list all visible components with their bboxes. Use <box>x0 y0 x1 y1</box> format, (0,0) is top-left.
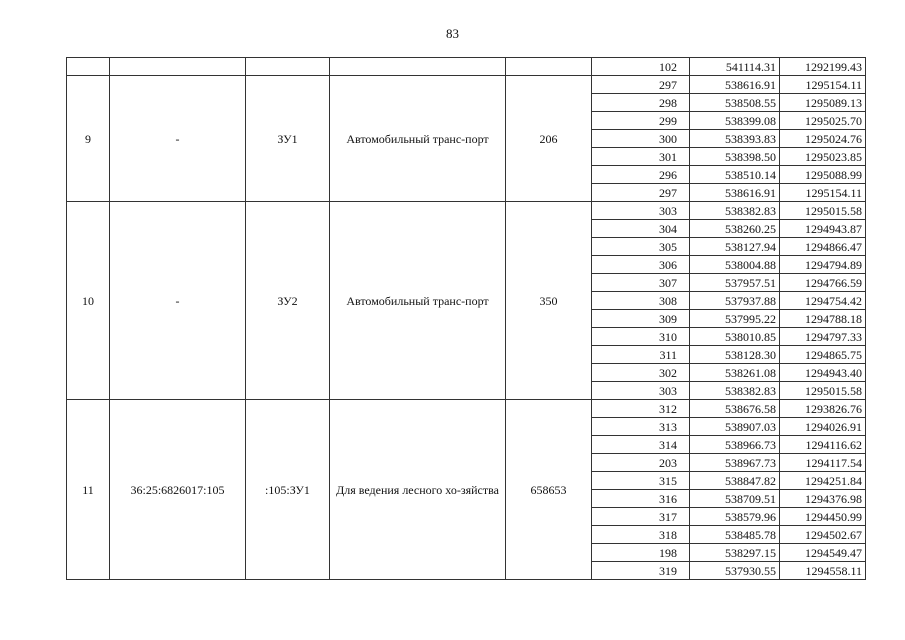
cadastral-number-cell: - <box>110 76 246 202</box>
point-number-cell: 319 <box>592 562 690 580</box>
y-coordinate-cell: 1294117.54 <box>780 454 866 472</box>
y-coordinate-cell: 1295024.76 <box>780 130 866 148</box>
plot-designation-cell: ЗУ1 <box>246 76 330 202</box>
y-coordinate-cell: 1294376.98 <box>780 490 866 508</box>
area-cell: 206 <box>506 76 592 202</box>
row-index-cell: 11 <box>67 400 110 580</box>
point-number-cell: 307 <box>592 274 690 292</box>
point-number-cell: 297 <box>592 76 690 94</box>
empty-cell <box>506 58 592 76</box>
x-coordinate-cell: 537995.22 <box>690 310 780 328</box>
empty-cell <box>110 58 246 76</box>
x-coordinate-cell: 541114.31 <box>690 58 780 76</box>
x-coordinate-cell: 538393.83 <box>690 130 780 148</box>
x-coordinate-cell: 538907.03 <box>690 418 780 436</box>
x-coordinate-cell: 538616.91 <box>690 76 780 94</box>
plot-designation-cell: :105:ЗУ1 <box>246 400 330 580</box>
y-coordinate-cell: 1295015.58 <box>780 202 866 220</box>
x-coordinate-cell: 538127.94 <box>690 238 780 256</box>
y-coordinate-cell: 1295023.85 <box>780 148 866 166</box>
y-coordinate-cell: 1294866.47 <box>780 238 866 256</box>
cadastral-number-cell: - <box>110 202 246 400</box>
x-coordinate-cell: 538261.08 <box>690 364 780 382</box>
x-coordinate-cell: 537957.51 <box>690 274 780 292</box>
y-coordinate-cell: 1293826.76 <box>780 400 866 418</box>
x-coordinate-cell: 538260.25 <box>690 220 780 238</box>
point-number-cell: 303 <box>592 202 690 220</box>
point-number-cell: 316 <box>592 490 690 508</box>
x-coordinate-cell: 537930.55 <box>690 562 780 580</box>
y-coordinate-cell: 1294797.33 <box>780 328 866 346</box>
x-coordinate-cell: 538967.73 <box>690 454 780 472</box>
point-number-cell: 318 <box>592 526 690 544</box>
y-coordinate-cell: 1294943.40 <box>780 364 866 382</box>
point-number-cell: 298 <box>592 94 690 112</box>
x-coordinate-cell: 538510.14 <box>690 166 780 184</box>
row-index-cell: 10 <box>67 202 110 400</box>
y-coordinate-cell: 1294943.87 <box>780 220 866 238</box>
y-coordinate-cell: 1294251.84 <box>780 472 866 490</box>
point-number-cell: 301 <box>592 148 690 166</box>
x-coordinate-cell: 538709.51 <box>690 490 780 508</box>
x-coordinate-cell: 538297.15 <box>690 544 780 562</box>
x-coordinate-cell: 538966.73 <box>690 436 780 454</box>
point-number-cell: 296 <box>592 166 690 184</box>
point-number-cell: 309 <box>592 310 690 328</box>
x-coordinate-cell: 538579.96 <box>690 508 780 526</box>
point-number-cell: 306 <box>592 256 690 274</box>
y-coordinate-cell: 1294865.75 <box>780 346 866 364</box>
y-coordinate-cell: 1294116.62 <box>780 436 866 454</box>
table-row <box>67 58 866 76</box>
x-coordinate-cell: 538128.30 <box>690 346 780 364</box>
point-number-cell: 299 <box>592 112 690 130</box>
point-number-cell: 302 <box>592 364 690 382</box>
point-number-cell: 317 <box>592 508 690 526</box>
table-row <box>67 202 866 220</box>
y-coordinate-cell: 1294766.59 <box>780 274 866 292</box>
point-number-cell: 304 <box>592 220 690 238</box>
empty-cell <box>330 58 506 76</box>
point-number-cell: 305 <box>592 238 690 256</box>
x-coordinate-cell: 537937.88 <box>690 292 780 310</box>
point-number-cell: 203 <box>592 454 690 472</box>
point-number-cell: 303 <box>592 382 690 400</box>
empty-cell <box>67 58 110 76</box>
y-coordinate-cell: 1295154.11 <box>780 184 866 202</box>
point-number-cell: 102 <box>592 58 690 76</box>
permitted-use-cell: Автомобильный транс-порт <box>330 76 506 202</box>
y-coordinate-cell: 1294788.18 <box>780 310 866 328</box>
area-cell: 658653 <box>506 400 592 580</box>
point-number-cell: 314 <box>592 436 690 454</box>
y-coordinate-cell: 1295089.13 <box>780 94 866 112</box>
y-coordinate-cell: 1295015.58 <box>780 382 866 400</box>
coordinates-table <box>66 57 866 580</box>
area-cell: 350 <box>506 202 592 400</box>
row-index-cell: 9 <box>67 76 110 202</box>
point-number-cell: 297 <box>592 184 690 202</box>
point-number-cell: 315 <box>592 472 690 490</box>
y-coordinate-cell: 1294502.67 <box>780 526 866 544</box>
x-coordinate-cell: 538010.85 <box>690 328 780 346</box>
y-coordinate-cell: 1295154.11 <box>780 76 866 94</box>
empty-cell <box>246 58 330 76</box>
y-coordinate-cell: 1295025.70 <box>780 112 866 130</box>
y-coordinate-cell: 1294026.91 <box>780 418 866 436</box>
permitted-use-cell: Для ведения лесного хо-зяйства <box>330 400 506 580</box>
permitted-use-cell: Автомобильный транс-порт <box>330 202 506 400</box>
y-coordinate-cell: 1295088.99 <box>780 166 866 184</box>
y-coordinate-cell: 1294558.11 <box>780 562 866 580</box>
y-coordinate-cell: 1292199.43 <box>780 58 866 76</box>
point-number-cell: 300 <box>592 130 690 148</box>
x-coordinate-cell: 538004.88 <box>690 256 780 274</box>
y-coordinate-cell: 1294450.99 <box>780 508 866 526</box>
y-coordinate-cell: 1294549.47 <box>780 544 866 562</box>
y-coordinate-cell: 1294754.42 <box>780 292 866 310</box>
x-coordinate-cell: 538508.55 <box>690 94 780 112</box>
x-coordinate-cell: 538398.50 <box>690 148 780 166</box>
point-number-cell: 310 <box>592 328 690 346</box>
y-coordinate-cell: 1294794.89 <box>780 256 866 274</box>
point-number-cell: 312 <box>592 400 690 418</box>
x-coordinate-cell: 538676.58 <box>690 400 780 418</box>
cadastral-number-cell: 36:25:6826017:105 <box>110 400 246 580</box>
point-number-cell: 313 <box>592 418 690 436</box>
x-coordinate-cell: 538485.78 <box>690 526 780 544</box>
x-coordinate-cell: 538847.82 <box>690 472 780 490</box>
point-number-cell: 198 <box>592 544 690 562</box>
x-coordinate-cell: 538399.08 <box>690 112 780 130</box>
plot-designation-cell: ЗУ2 <box>246 202 330 400</box>
page-number: 83 <box>446 26 459 41</box>
x-coordinate-cell: 538382.83 <box>690 202 780 220</box>
table-row <box>67 400 866 418</box>
point-number-cell: 311 <box>592 346 690 364</box>
x-coordinate-cell: 538616.91 <box>690 184 780 202</box>
x-coordinate-cell: 538382.83 <box>690 382 780 400</box>
point-number-cell: 308 <box>592 292 690 310</box>
table-row <box>67 76 866 94</box>
